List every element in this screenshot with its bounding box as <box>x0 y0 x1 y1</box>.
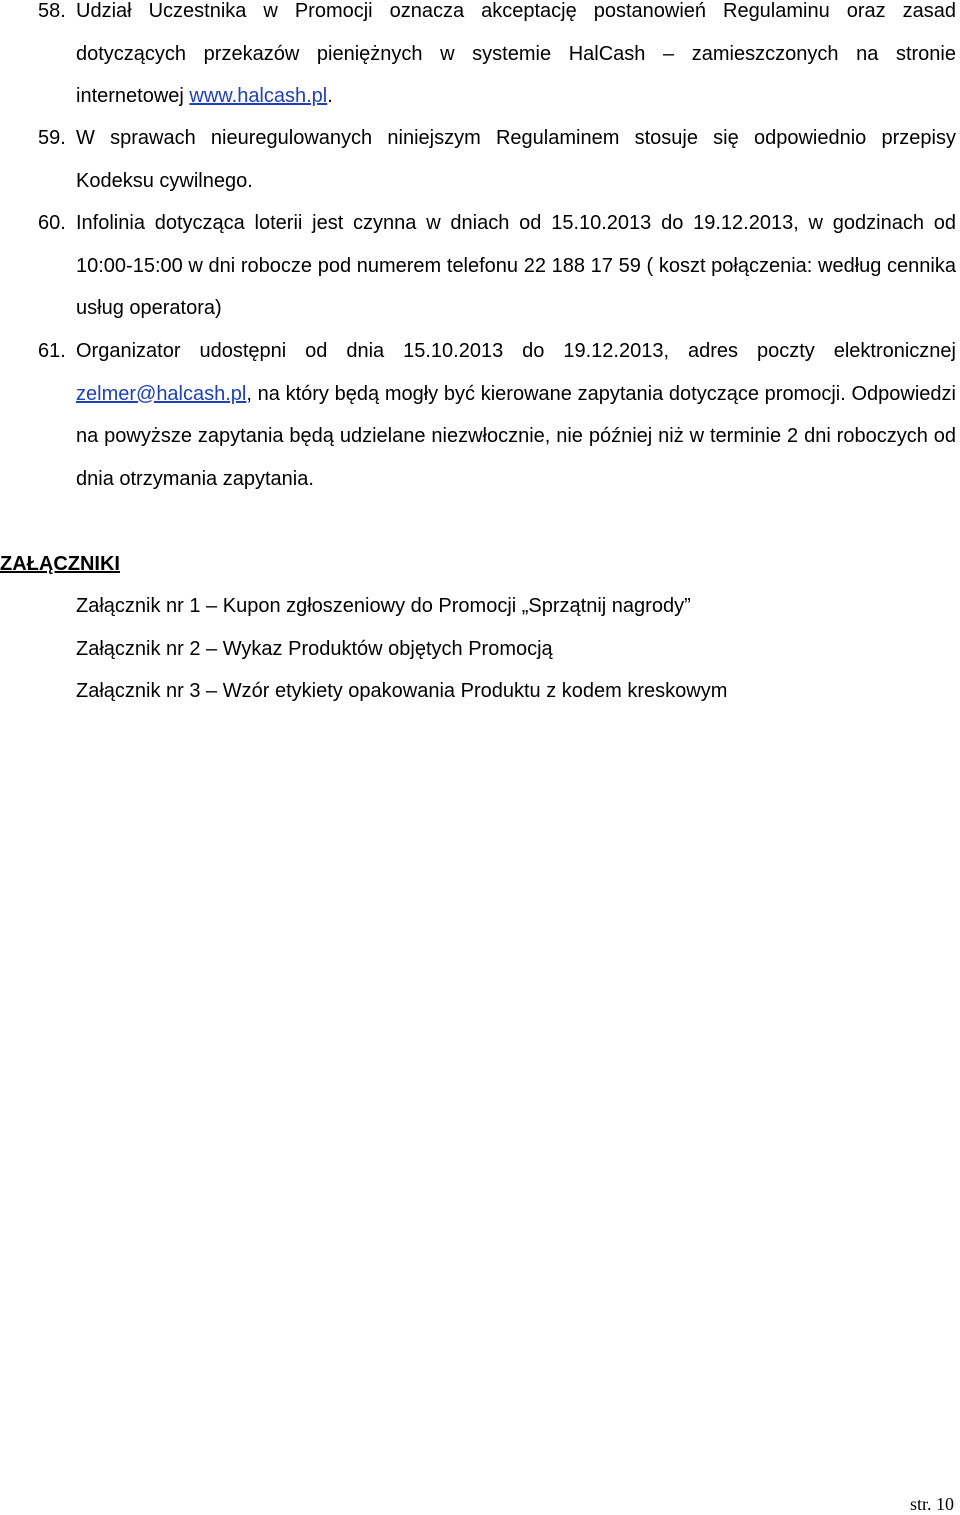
attachments-list <box>76 585 727 713</box>
attachments-heading: ZAŁĄCZNIKI <box>0 553 120 575</box>
attachment-item: Załącznik nr 2 – Wykaz Produktów objętych Promocją <box>76 637 553 660</box>
list-item-60 <box>38 202 956 330</box>
item-text: Organizator udostępni od dnia 15.10.2013 do 19.12.2013, adres poczty elektronicznej zelmer@halcash.pl, na który będą mogły być kierowane zapytania dotyczące promocji. Odpowiedzi na powyższe zapytania będą udzielane niezwłocznie, nie później niż w terminie 2 dni roboczych od dnia otrzymania zapytania. <box>76 340 956 490</box>
item-number: 58. <box>38 0 66 22</box>
attachment-item: Załącznik nr 3 – Wzór etykiety opakowania Produktu z kodem kreskowym <box>76 680 728 702</box>
page-number: str. 10 <box>909 1494 954 1514</box>
item-number: 61. <box>38 340 66 362</box>
list-item-59 <box>38 117 956 202</box>
attachment-item: Załącznik nr 1 – Kupon zgłoszeniowy do Promocji „Sprzątnij nagrody” <box>76 595 691 617</box>
list-item-61 <box>38 330 956 500</box>
halcash-link[interactable]: www.halcash.pl <box>189 85 328 107</box>
item-text: Udział Uczestnika w Promocji oznacza akceptację postanowień Regulaminu oraz zasad dotyczących przekazów pieniężnych w systemie HalCash – zamieszczonych na stronie internetowej www.halcash.pl. <box>76 0 956 107</box>
item-text: Infolinia dotycząca loterii jest czynna w dniach od 15.10.2013 do 19.12.2013, w godzinach od 10:00-15:00 w dni robocze pod numerem telefonu 22 188 17 59 ( koszt połączenia: według cennika usług operatora) <box>76 212 956 319</box>
email-link[interactable]: zelmer@halcash.pl <box>76 382 247 405</box>
item-number: 60. <box>38 212 66 234</box>
item-text: W sprawach nieuregulowanych niniejszym Regulaminem stosuje się odpowiednio przepisy Kodeksu cywilnego. <box>76 127 956 192</box>
item-number: 59. <box>38 127 66 149</box>
list-item-58 <box>38 0 956 118</box>
